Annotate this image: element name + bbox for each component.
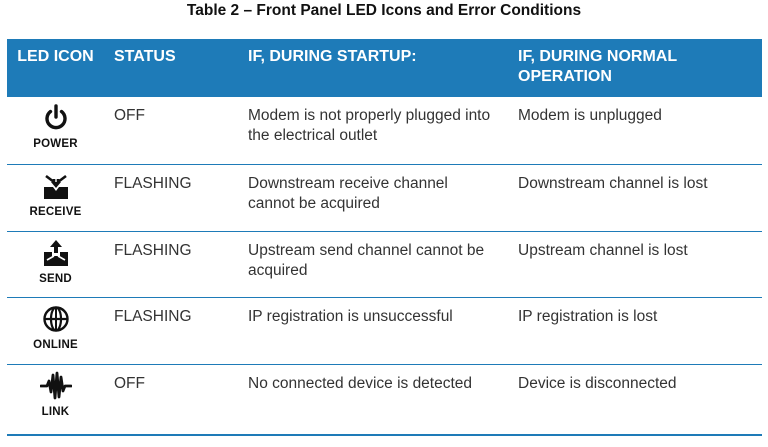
table-row — [7, 297, 762, 364]
header-status: STATUS — [104, 39, 238, 97]
header-startup: IF, DURING STARTUP: — [238, 39, 508, 97]
send-icon — [41, 238, 71, 268]
icon-label-receive: RECEIVE — [29, 205, 82, 218]
startup-cell: Downstream receive channel cannot be acquired — [238, 164, 508, 231]
normal-cell: Modem is unplugged — [508, 97, 762, 164]
table-row — [7, 164, 762, 231]
table-row — [7, 97, 762, 164]
icon-label-link: LINK — [41, 405, 70, 418]
status-cell: FLASHING — [104, 164, 238, 231]
online-globe-icon — [41, 304, 71, 334]
startup-cell: IP registration is unsuccessful — [238, 297, 508, 364]
link-waveform-icon — [40, 371, 72, 401]
status-cell: OFF — [104, 364, 238, 435]
startup-cell: No connected device is detected — [238, 364, 508, 435]
icon-label-send: SEND — [39, 272, 72, 285]
icon-cell — [7, 164, 104, 231]
icon-cell — [7, 297, 104, 364]
icon-label-power: POWER — [33, 138, 78, 150]
status-cell: FLASHING — [104, 231, 238, 297]
status-cell: OFF — [104, 97, 238, 164]
normal-cell: Downstream channel is lost — [508, 164, 762, 231]
table-caption: Table 2 – Front Panel LED Icons and Error Conditions — [186, 2, 582, 19]
header-normal: IF, DURING NORMAL OPERATION — [508, 39, 762, 97]
header-led-icon: LED ICON — [7, 39, 104, 97]
normal-cell: Device is disconnected — [508, 364, 762, 435]
normal-cell: IP registration is lost — [508, 297, 762, 364]
table-row — [7, 231, 762, 297]
icon-cell — [7, 364, 104, 435]
startup-cell: Upstream send channel cannot be acquired — [238, 231, 508, 297]
header-row — [7, 39, 762, 97]
normal-cell: Upstream channel is lost — [508, 231, 762, 297]
status-cell: FLASHING — [104, 297, 238, 364]
startup-cell: Modem is not properly plugged into the electrical outlet — [238, 97, 508, 164]
table-row — [7, 364, 762, 435]
icon-label-online: ONLINE — [33, 338, 78, 351]
power-icon — [41, 103, 71, 133]
icon-cell — [7, 231, 104, 297]
icon-cell — [7, 97, 104, 164]
receive-icon — [41, 171, 71, 201]
led-table — [7, 39, 762, 436]
